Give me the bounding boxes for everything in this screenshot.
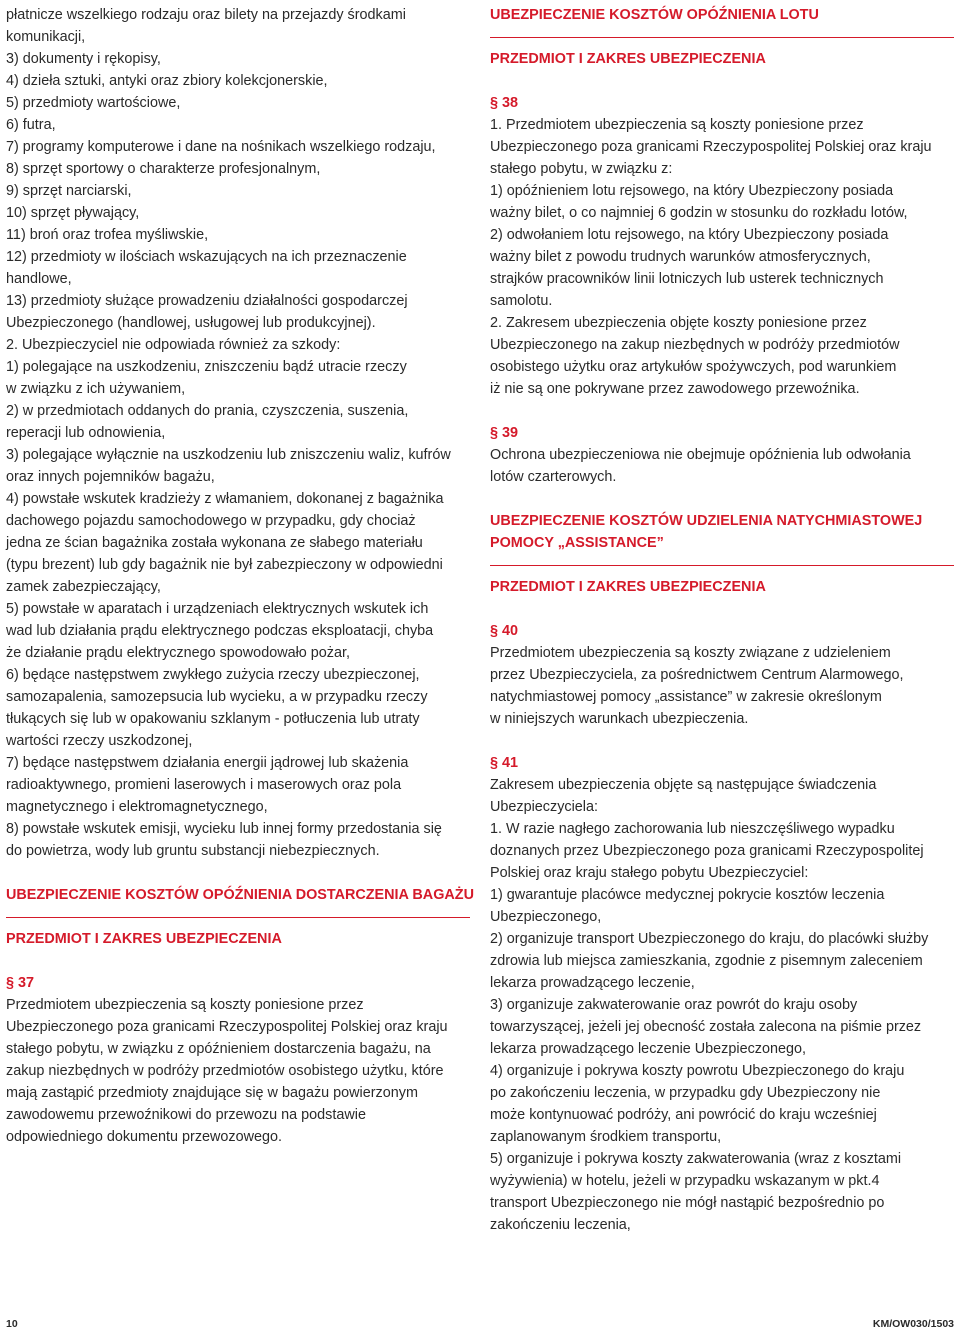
- text-line: samolotu.: [490, 293, 553, 309]
- text-line: w związku z ich używaniem,: [6, 381, 186, 397]
- section-divider: [490, 37, 954, 38]
- text-line: stałego pobytu, w związku z:: [490, 161, 673, 177]
- text-line: handlowe,: [6, 271, 72, 287]
- text-line: mają zastąpić przedmioty znajdujące się w bagażu powierzonym: [6, 1085, 418, 1101]
- section-heading: UBEZPIECZENIE KOSZTÓW OPÓŹNIENIA DOSTARCZENIA BAGAŻU: [6, 887, 474, 903]
- text-line: do powietrza, wody lub gruntu substancji niebezpiecznych.: [6, 843, 380, 859]
- section-divider: [6, 917, 470, 918]
- text-line: wyżywienia) w hotelu, jeżeli w przypadku wskazanym w pkt.4: [490, 1173, 880, 1189]
- paragraph-number: § 37: [6, 975, 35, 991]
- text-line: Przedmiotem ubezpieczenia są koszty poniesione przez: [6, 997, 364, 1013]
- text-line: zamek zabezpieczający,: [6, 579, 161, 595]
- text-line: zawodowemu przewoźnikowi do przewozu na podstawie: [6, 1107, 366, 1123]
- text-line: samozapalenia, samozepsucia lub wycieku, a w przypadku rzeczy: [6, 689, 428, 705]
- text-line: 4) organizuje i pokrywa koszty powrotu Ubezpieczonego do kraju: [490, 1063, 905, 1079]
- paragraph-number: § 41: [490, 755, 519, 771]
- text-line: Zakresem ubezpieczenia objęte są następujące świadczenia: [490, 777, 877, 793]
- text-line: Przedmiotem ubezpieczenia są koszty związane z udzieleniem: [490, 645, 891, 661]
- text-line: Ubezpieczonego na zakup niezbędnych w podróży przedmiotów: [490, 337, 900, 353]
- text-line: zakup niezbędnych w podróży przedmiotów osobistego użytku, które: [6, 1063, 444, 1079]
- text-line: dachowego pojazdu samochodowego w przypadku, gdy chociaż: [6, 513, 416, 529]
- text-line: (typu brezent) lub gdy bagażnik nie był zabezpieczony w odpowiedni: [6, 557, 443, 573]
- text-line: oraz innych pojemników bagażu,: [6, 469, 215, 485]
- section-heading: POMOCY „ASSISTANCE”: [490, 535, 664, 551]
- text-line: po zakończeniu leczenia, w przypadku gdy Ubezpieczony nie: [490, 1085, 881, 1101]
- text-line: magnetycznego i elektromagnetycznego,: [6, 799, 268, 815]
- text-line: 9) sprzęt narciarski,: [6, 183, 132, 199]
- text-line: 2) odwołaniem lotu rejsowego, na który Ubezpieczony posiada: [490, 227, 889, 243]
- text-line: przez Ubezpieczyciela, za pośrednictwem Centrum Alarmowego,: [490, 667, 904, 683]
- text-line: 7) programy komputerowe i dane na nośnikach wszelkiego rodzaju,: [6, 139, 436, 155]
- text-line: w niniejszych warunkach ubezpieczenia.: [490, 711, 749, 727]
- text-line: iż nie są one pokrywane przez zawodowego przewoźnika.: [490, 381, 860, 397]
- section-heading: PRZEDMIOT I ZAKRES UBEZPIECZENIA: [490, 51, 766, 67]
- text-line: 5) powstałe w aparatach i urządzeniach elektrycznych wskutek ich: [6, 601, 429, 617]
- text-line: odpowiedniego dokumentu przewozowego.: [6, 1129, 283, 1145]
- section-divider: [490, 565, 954, 566]
- text-line: tłukących się lub w opakowaniu szklanym - potłuczenia lub utraty: [6, 711, 420, 727]
- text-line: 4) dzieła sztuki, antyki oraz zbiory kolekcjonerskie,: [6, 73, 328, 89]
- text-line: 13) przedmioty służące prowadzeniu działalności gospodarczej: [6, 293, 408, 309]
- paragraph-number: § 38: [490, 95, 519, 111]
- text-line: 2. Ubezpieczyciel nie odpowiada również za szkody:: [6, 337, 341, 353]
- text-line: lekarza prowadzącego leczenie Ubezpieczonego,: [490, 1041, 806, 1057]
- section-heading: PRZEDMIOT I ZAKRES UBEZPIECZENIA: [6, 931, 282, 947]
- text-line: Ubezpieczonego poza granicami Rzeczypospolitej Polskiej oraz kraju: [6, 1019, 448, 1035]
- text-line: 3) polegające wyłącznie na uszkodzeniu lub zniszczeniu waliz, kufrów: [6, 447, 451, 463]
- text-line: lekarza prowadzącego leczenie,: [490, 975, 695, 991]
- text-line: Polskiej oraz kraju stałego pobytu Ubezpieczyciel:: [490, 865, 809, 881]
- text-line: zdrowia lub miejsca zamieszkania, zgodnie z pisemnym zaleceniem: [490, 953, 923, 969]
- text-line: Ubezpieczyciela:: [490, 799, 598, 815]
- text-line: reperacji lub odnowienia,: [6, 425, 166, 441]
- paragraph-number: § 40: [490, 623, 519, 639]
- text-line: stałego pobytu, w związku z opóźnieniem dostarczenia bagażu, na: [6, 1041, 431, 1057]
- text-line: natychmiastowej pomocy „assistance” w zakresie określonym: [490, 689, 882, 705]
- text-line: 1. Przedmiotem ubezpieczenia są koszty poniesione przez: [490, 117, 864, 133]
- text-line: radioaktywnego, promieni laserowych i maserowych oraz pola: [6, 777, 402, 793]
- text-line: że działanie prądu elektrycznego spowodowało pożar,: [6, 645, 350, 661]
- text-line: 1) polegające na uszkodzeniu, zniszczeniu bądź utracie rzeczy: [6, 359, 407, 375]
- text-line: 1) gwarantuje placówce medycznej pokrycie kosztów leczenia: [490, 887, 885, 903]
- text-line: 2) w przedmiotach oddanych do prania, czyszczenia, suszenia,: [6, 403, 409, 419]
- text-line: 2. Zakresem ubezpieczenia objęte koszty poniesione przez: [490, 315, 867, 331]
- text-line: Ubezpieczonego,: [490, 909, 602, 925]
- text-line: 11) broń oraz trofea myśliwskie,: [6, 227, 209, 243]
- text-line: strajków pracowników linii lotniczych lub usterek technicznych: [490, 271, 884, 287]
- paragraph-number: § 39: [490, 425, 519, 441]
- text-line: 3) dokumenty i rękopisy,: [6, 51, 161, 67]
- text-line: ważny bilet, o co najmniej 6 godzin w stosunku do rozkładu lotów,: [490, 205, 908, 221]
- text-line: zakończeniu leczenia,: [490, 1217, 631, 1233]
- text-line: Ochrona ubezpieczeniowa nie obejmuje opóźnienia lub odwołania: [490, 447, 911, 463]
- page-number: 10: [6, 1318, 18, 1330]
- text-line: lotów czarterowych.: [490, 469, 617, 485]
- text-line: 5) organizuje i pokrywa koszty zakwaterowania (wraz z kosztami: [490, 1151, 902, 1167]
- text-line: 12) przedmioty w ilościach wskazujących na ich przeznaczenie: [6, 249, 407, 265]
- text-line: Ubezpieczonego (handlowej, usługowej lub produkcyjnej).: [6, 315, 376, 331]
- text-line: 7) będące następstwem działania energii jądrowej lub skażenia: [6, 755, 409, 771]
- text-line: 8) powstałe wskutek emisji, wycieku lub innej formy przedostania się: [6, 821, 442, 837]
- text-line: doznanych przez Ubezpieczonego poza granicami Rzeczypospolitej: [490, 843, 924, 859]
- text-line: towarzyszącej, jeżeli jej obecność została zalecona na piśmie przez: [490, 1019, 922, 1035]
- text-line: osobistego użytku oraz artykułów spożywczych, pod warunkiem: [490, 359, 897, 375]
- text-line: ważny bilet z powodu trudnych warunków atmosferycznych,: [490, 249, 871, 265]
- text-line: płatnicze wszelkiego rodzaju oraz bilety na przejazdy środkami: [6, 7, 406, 23]
- text-line: zaplanowanym środkiem transportu,: [490, 1129, 722, 1145]
- text-line: 6) futra,: [6, 117, 56, 133]
- text-line: 10) sprzęt pływający,: [6, 205, 140, 221]
- text-line: wartości rzeczy uszkodzonej,: [6, 733, 193, 749]
- document-code: KM/OW030/1503: [872, 1318, 954, 1330]
- text-line: może kontynuować podróży, ani powrócić do kraju wcześniej: [490, 1107, 877, 1123]
- text-line: Ubezpieczonego poza granicami Rzeczypospolitej Polskiej oraz kraju: [490, 139, 932, 155]
- text-line: 4) powstałe wskutek kradzieży z włamaniem, dokonanej z bagażnika: [6, 491, 444, 507]
- text-line: wad lub działania prądu elektrycznego podczas eksploatacji, chyba: [6, 623, 434, 639]
- section-heading: PRZEDMIOT I ZAKRES UBEZPIECZENIA: [490, 579, 766, 595]
- text-line: 2) organizuje transport Ubezpieczonego do kraju, do placówki służby: [490, 931, 929, 947]
- text-line: 3) organizuje zakwaterowanie oraz powrót do kraju osoby: [490, 997, 858, 1013]
- section-heading: UBEZPIECZENIE KOSZTÓW UDZIELENIA NATYCHMIASTOWEJ: [490, 513, 923, 529]
- text-line: 6) będące następstwem zwykłego zużycia rzeczy ubezpieczonej,: [6, 667, 420, 683]
- text-line: 8) sprzęt sportowy o charakterze profesjonalnym,: [6, 161, 321, 177]
- text-line: 1. W razie nagłego zachorowania lub nieszczęśliwego wypadku: [490, 821, 895, 837]
- text-line: jedna ze ścian bagażnika została wykonana ze słabego materiału: [6, 535, 423, 551]
- text-line: transport Ubezpieczonego nie mógł nastąpić bezpośrednio po: [490, 1195, 885, 1211]
- text-line: 1) opóźnieniem lotu rejsowego, na który Ubezpieczony posiada: [490, 183, 894, 199]
- text-line: 5) przedmioty wartościowe,: [6, 95, 181, 111]
- section-heading: UBEZPIECZENIE KOSZTÓW OPÓŹNIENIA LOTU: [490, 7, 819, 23]
- text-line: komunikacji,: [6, 29, 86, 45]
